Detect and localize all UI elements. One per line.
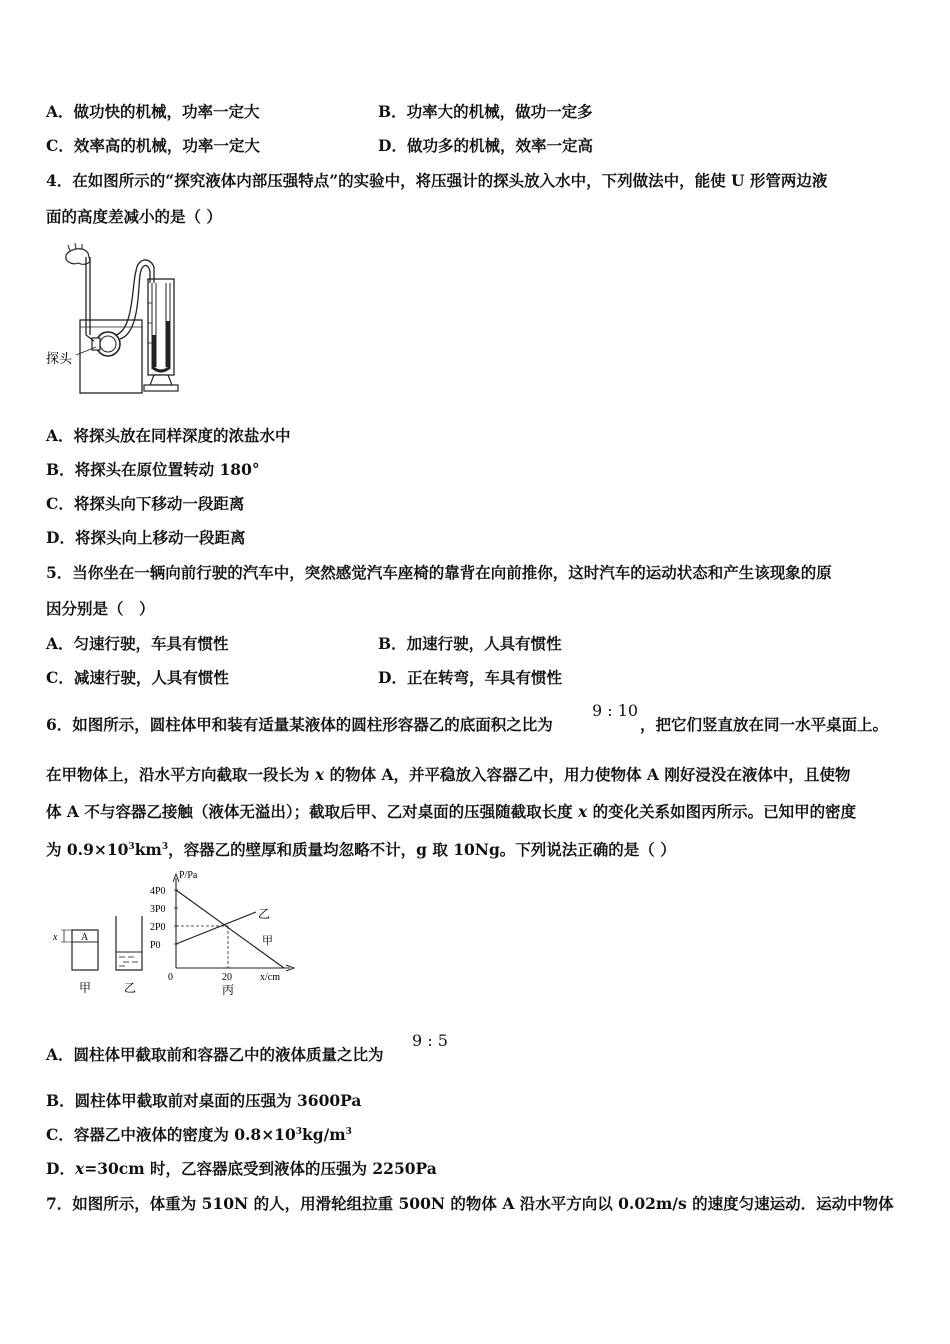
q6-option-c-b: kg/m bbox=[302, 1125, 346, 1144]
q6-line4-exp2: 3 bbox=[161, 841, 169, 852]
y-tick-label: 2P0 bbox=[150, 922, 166, 933]
probe-label: 探头 bbox=[46, 351, 73, 366]
q6-line3-a: 体 A 不与容器乙接触（液体无溢出）；截取后甲、乙对桌面的压强随截取长度 bbox=[46, 802, 573, 821]
q5-option-d: D．正在转弯，车具有惯性 bbox=[378, 668, 562, 687]
q6-line4-b: km bbox=[134, 840, 162, 859]
q6-option-a: A．圆柱体甲截取前和容器乙中的液体质量之比为 bbox=[46, 1045, 384, 1064]
block-a-label: A bbox=[81, 932, 89, 943]
q5-option-c: C．减速行驶，人具有惯性 bbox=[46, 668, 229, 687]
q4-stem-line2: 面的高度差减小的是（ ） bbox=[46, 207, 222, 226]
q6-option-d-b: =30cm 时，乙容器底受到液体的压强为 2250Pa bbox=[84, 1159, 437, 1178]
q4-option-b: B．将探头在原位置转动 180° bbox=[46, 460, 260, 479]
q4-stem-line1: 4．在如图所示的“探究液体内部压强特点”的实验中，将压强计的探头放入水中，下列做法中，能使 U 形管两边液 bbox=[46, 171, 828, 190]
q6-line3-b: 的变化关系如图丙所示。已知甲的密度 bbox=[592, 802, 857, 821]
curve-jia-label: 甲 bbox=[262, 935, 273, 947]
y-tick-label: 4P0 bbox=[150, 886, 166, 897]
q6-stem-line1b: ，把它们竖直放在同一水平桌面上。 bbox=[640, 715, 889, 734]
y-tick-label: 3P0 bbox=[150, 904, 166, 915]
q3-option-a: A．做功快的机械，功率一定大 bbox=[46, 102, 260, 121]
q6-option-d bbox=[46, 1158, 437, 1180]
q6-var-x: x bbox=[314, 765, 325, 784]
curve-jia bbox=[176, 890, 284, 968]
q4-option-c: C．将探头向下移动一段距离 bbox=[46, 494, 245, 513]
y-tick-label: P0 bbox=[150, 940, 161, 951]
q6-stem-line2 bbox=[46, 764, 850, 786]
q6-option-c-a: C．容器乙中液体的密度为 0.8×10 bbox=[46, 1125, 296, 1144]
q6-area-ratio: 9 : 10 bbox=[592, 701, 639, 720]
jia-label: 甲 bbox=[79, 981, 92, 995]
q6-option-b: B．圆柱体甲截取前对桌面的压强为 3600Pa bbox=[46, 1091, 362, 1110]
x-axis-title: x/cm bbox=[260, 972, 280, 983]
q4-option-d: D．将探头向上移动一段距离 bbox=[46, 528, 246, 547]
x-tick-20: 20 bbox=[222, 972, 232, 983]
q6-option-d-a: D． bbox=[46, 1159, 75, 1178]
q6-stem-line3 bbox=[46, 801, 856, 823]
q7-stem-line1: 7．如图所示，体重为 510N 的人，用滑轮组拉重 500N 的物体 A 沿水平方向以 0.02m/s 的速度匀速运动．运动中物体 bbox=[46, 1194, 894, 1213]
q4-option-a: A．将探头放在同样深度的浓盐水中 bbox=[46, 426, 291, 445]
x-tick-0: 0 bbox=[168, 972, 173, 983]
q3-option-d: D．做功多的机械，效率一定高 bbox=[378, 136, 593, 155]
q5-option-b: B．加速行驶，人具有惯性 bbox=[378, 634, 562, 653]
q6-line4-a: 为 0.9×10 bbox=[46, 840, 129, 859]
q3-option-c: C．效率高的机械，功率一定大 bbox=[46, 136, 260, 155]
q6-option-c-exp: 3 bbox=[295, 1126, 303, 1137]
q6-var-x-2: x bbox=[577, 802, 588, 821]
q6-stem-line4 bbox=[46, 839, 676, 861]
bing-label: 丙 bbox=[222, 983, 235, 997]
q6-line2-a: 在甲物体上，沿水平方向截取一段长为 bbox=[46, 765, 310, 784]
q6-line2-b: 的物体 A，并平稳放入容器乙中，用力使物体 A 刚好浸没在液体中，且使物 bbox=[329, 765, 851, 784]
q5-option-a: A．匀速行驶，车具有惯性 bbox=[46, 634, 229, 653]
q6-line4-c: ，容器乙的壁厚和质量均忽略不计，g 取 10Ng。下列说法正确的是（ ） bbox=[168, 840, 676, 859]
q6-option-d-var: x bbox=[74, 1159, 85, 1178]
q6-line4-exp: 3 bbox=[128, 841, 135, 852]
q6-stem-line1a: 6．如图所示，圆柱体甲和装有适量某液体的圆柱形容器乙的底面积之比为 bbox=[46, 715, 553, 734]
q6-option-c-exp2: 3 bbox=[345, 1126, 352, 1137]
yi-label: 乙 bbox=[124, 981, 137, 995]
q3-option-b: B．功率大的机械，做功一定多 bbox=[378, 102, 593, 121]
pressure-gauge-figure bbox=[44, 243, 194, 398]
x-marker-label: x bbox=[53, 932, 58, 943]
q6-option-a-ratio: 9 : 5 bbox=[412, 1031, 448, 1050]
y-axis-title: P/Pa bbox=[179, 870, 198, 881]
q5-stem-line1: 5．当你坐在一辆向前行驶的汽车中，突然感觉汽车座椅的靠背在向前推你，这时汽车的运动状态和产生该现象的原 bbox=[46, 563, 832, 582]
q6-figure bbox=[48, 868, 308, 1000]
curve-yi-label: 乙 bbox=[258, 907, 271, 921]
q5-stem-line2: 因分别是（ ） bbox=[46, 599, 155, 618]
q6-option-c bbox=[46, 1124, 352, 1146]
